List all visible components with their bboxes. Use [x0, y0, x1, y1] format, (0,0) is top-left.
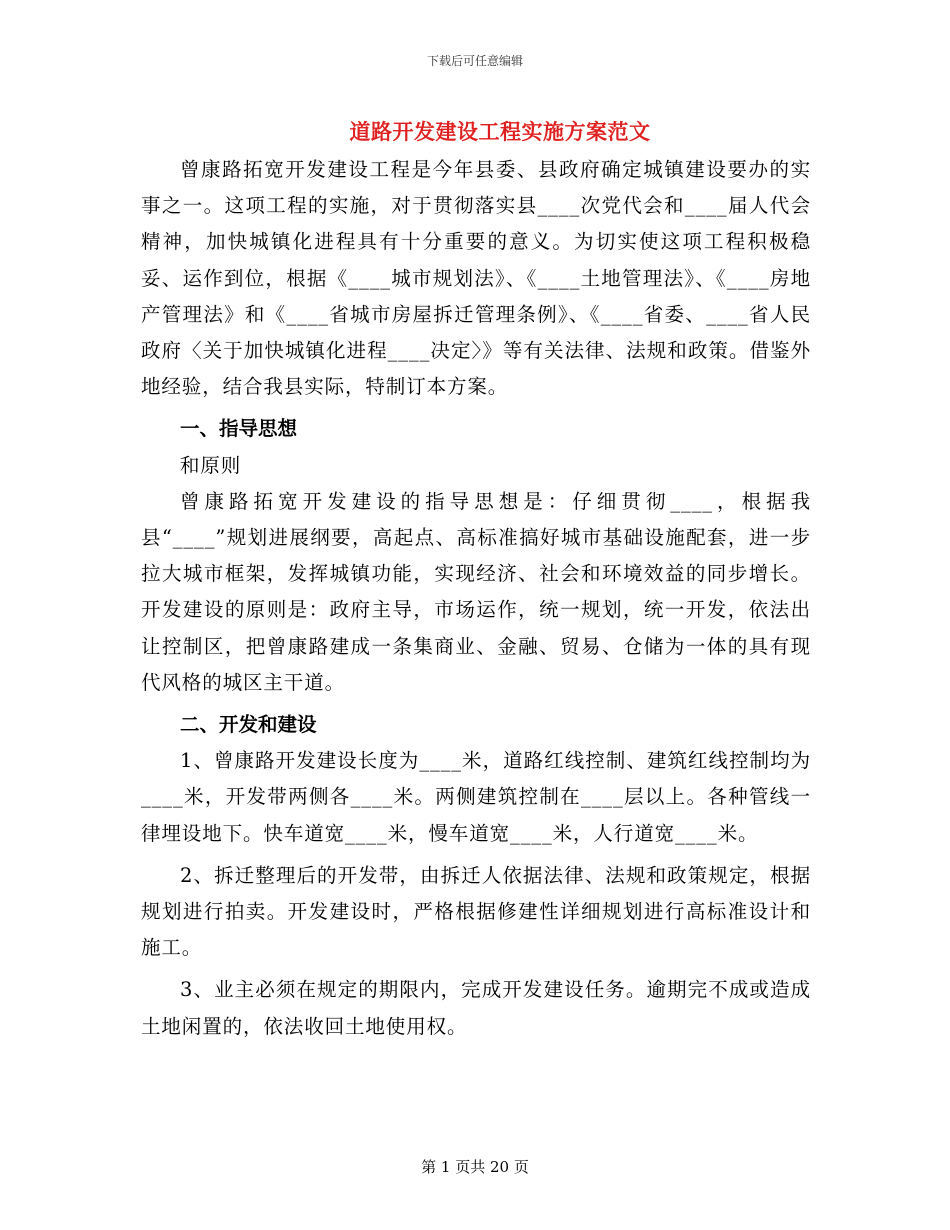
section-heading-1: 一、指导思想 [180, 417, 298, 441]
section-heading-1-sub: 和原则 [180, 453, 242, 477]
section-heading-2: 二、开发和建设 [180, 713, 317, 737]
paragraph-guiding-principles: 曾康路拓宽开发建设的指导思想是：仔细贯彻____，根据我县“____”规划进展纲要，高起点、高标准搞好城市基础设施配套，进一步拉大城市框架，发挥城镇功能，实现经济、社会和环境效益的同步增长。开发建设的原则是：政府主导，市场运作，统一规划，统一开发，依法出让控制区，把曾康路建成一条集商业、金融、贸易、仓储为一体的具有现代风格的城区主干道。 [141, 489, 811, 694]
document-body [141, 152, 811, 1045]
page-header: 下载后可任意编辑 [426, 54, 523, 68]
paragraph-item-1: 1、曾康路开发建设长度为____米，道路红线控制、建筑红线控制均为____米，开发带两侧各____米。两侧建筑控制在____层以上。各种管线一律埋设地下。快车道宽____米，慢车道宽____米，人行道宽____米。 [141, 749, 811, 845]
paragraph-item-2: 2、拆迁整理后的开发带，由拆迁人依据法律、法规和政策规定，根据规划进行拍卖。开发建设时，严格根据修建性详细规划进行高标准设计和施工。 [141, 863, 811, 960]
paragraph-intro: 曾康路拓宽开发建设工程是今年县委、县政府确定城镇建设要办的实事之一。这项工程的实施，对于贯彻落实县____次党代会和____届人代会精神，加快城镇化进程具有十分重要的意义。为切实使这项工程积极稳妥、运作到位，根据《____城市规划法》、《____土地管理法》、《____房地产管理法》和《____省城市房屋拆迁管理条例》、《____省委、____省人民政府〈关于加快城镇化进程____决定〉》等有关法律、法规和政策。借鉴外地经验，结合我县实际，特制订本方案。 [141, 158, 811, 399]
document-title: 道路开发建设工程实施方案范文 [349, 119, 651, 144]
page-footer: 第 1 页共 20 页 [421, 1158, 529, 1176]
paragraph-item-3: 3、业主必须在规定的期限内，完成开发建设任务。逾期完不成或造成土地闲置的，依法收回土地使用权。 [141, 978, 811, 1038]
